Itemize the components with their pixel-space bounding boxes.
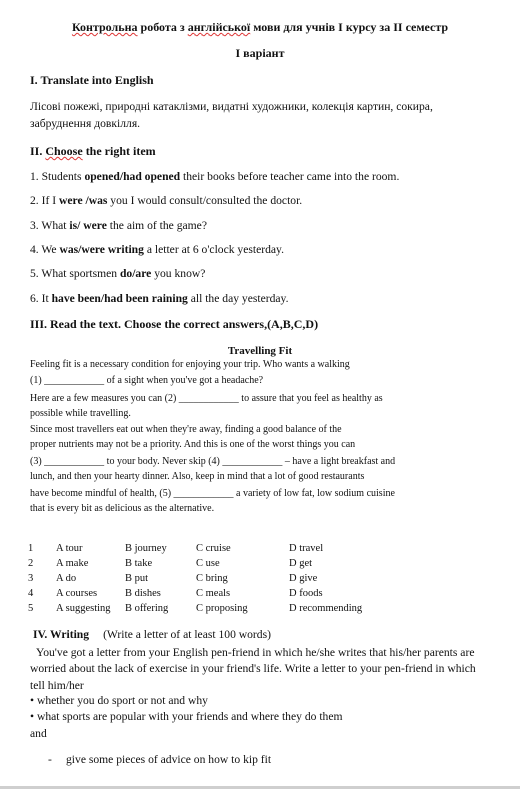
option-d: D foods (289, 588, 323, 599)
item-choice: is/ were (69, 219, 107, 232)
item-post: you know? (151, 267, 206, 280)
reading-line-8: lunch, and then your hearty dinner. Also, keep in mind that a lot of good restaurants (30, 471, 365, 482)
item-choice: was/were writing (59, 243, 144, 256)
option-num: 1 (28, 543, 34, 554)
s4-dash: - (48, 753, 52, 766)
title-word-2: англійської (187, 20, 251, 34)
s4-bullet-2: • what sports are popular with your friends and where they do them (30, 710, 343, 723)
option-a: A do (56, 573, 77, 584)
s2-item-5 (30, 267, 205, 281)
item-post: their books before teacher came into the room. (180, 170, 400, 183)
s2-heading-a: II. (30, 144, 46, 158)
s1-text-line-1: Лісові пожежі, природні катаклізми, видатні художники, колекція картин, сокира, (30, 100, 433, 113)
title-rest: мови для учнів І курсу за ІІ семестр (250, 20, 449, 34)
item-pre: 3. What (30, 219, 70, 232)
item-choice: do/are (119, 267, 152, 280)
section-1-heading: I. Translate into English (30, 73, 154, 87)
option-c: C meals (196, 588, 231, 599)
item-post: you I would consult/consulted the doctor. (107, 194, 303, 207)
option-row (28, 541, 362, 556)
item-choice: opened/had opened (84, 170, 181, 183)
option-b: B journey (125, 543, 167, 554)
reading-line-1: Feeling fit is a necessary condition for enjoying your trip. Who wants a walking (30, 359, 350, 370)
section-2-heading (30, 144, 156, 158)
section-4-heading (33, 628, 271, 642)
option-d: D get (289, 558, 313, 569)
option-num: 5 (28, 603, 34, 614)
option-a: A courses (56, 588, 98, 599)
s4-and: and (30, 727, 47, 740)
s2-item-3 (30, 219, 207, 233)
option-b: B offering (125, 603, 169, 614)
s4-para-line-3: tell him/her (30, 679, 84, 692)
reading-line-5: Since most travellers eat out when they're away, finding a good balance of the (30, 424, 342, 435)
reading-line-9: have become mindful of health, (5) ____________ a variety of low fat, low sodium cuisine (30, 488, 395, 499)
variant-label: І варіант (235, 46, 285, 60)
title-part: робота з (137, 20, 188, 34)
option-a: A suggesting (56, 603, 111, 614)
s4-heading-note: (Write a letter of at least 100 words) (103, 628, 271, 641)
s2-item-4 (30, 243, 284, 257)
s2-heading-c: the right item (82, 144, 156, 158)
item-pre: 2. If I (30, 194, 59, 207)
reading-title: Travelling Fit (227, 345, 293, 357)
option-num: 4 (28, 588, 34, 599)
reading-line-3: Here are a few measures you can (2) ____________ to assure that you feel as healthy as (30, 393, 383, 404)
option-d: D give (289, 573, 318, 584)
item-pre: 5. What sportsmen (30, 267, 120, 280)
item-pre: 4. We (30, 243, 60, 256)
answer-options-table (28, 541, 362, 616)
s2-item-2 (30, 194, 302, 208)
option-row (28, 586, 362, 601)
section-3-heading: III. Read the text. Choose the correct answers,(A,B,C,D) (30, 317, 319, 331)
s2-item-1 (30, 170, 399, 184)
item-choice: were /was (58, 194, 108, 207)
s4-para-line-2: worried about the lack of exercise in your friend's life. Write a letter to your pen-friend in which (30, 662, 476, 675)
s4-para-line-1: You've got a letter from your English pen-friend in which he/she writes that his/her parents are (36, 646, 475, 659)
item-pre: 1. Students (30, 170, 85, 183)
option-row (28, 601, 362, 616)
item-choice: have been/had been raining (51, 292, 188, 305)
reading-line-7: (3) ____________ to your body. Never skip (4) ____________ – have a light breakfast and (30, 456, 396, 467)
s4-bullet-1: • whether you do sport or not and why (30, 694, 208, 707)
option-d: D travel (289, 543, 324, 554)
option-c: C proposing (196, 603, 248, 614)
s4-dash-item: give some pieces of advice on how to kip fit (66, 753, 272, 766)
option-b: B dishes (125, 588, 161, 599)
item-pre: 6. It (30, 292, 52, 305)
reading-line-4: possible while travelling. (30, 408, 131, 419)
option-a: A make (56, 558, 89, 569)
option-b: B take (125, 558, 153, 569)
option-row (28, 556, 362, 571)
item-post: all the day yesterday. (187, 292, 289, 305)
worksheet-title (0, 20, 520, 34)
reading-line-6: proper nutrients may not be a priority. And this is one of the worst things you can (30, 439, 356, 450)
option-c: C use (196, 558, 220, 569)
option-b: B put (125, 573, 149, 584)
s1-text-line-2: забруднення довкілля. (30, 117, 141, 130)
option-d: D recommending (289, 603, 363, 614)
option-c: C bring (196, 573, 228, 584)
option-c: C cruise (196, 543, 231, 554)
s2-heading-b: Choose (45, 144, 83, 158)
s2-item-6 (30, 292, 288, 306)
reading-line-10: that is every bit as delicious as the alternative. (30, 503, 215, 514)
reading-line-2: (1) ____________ of a sight when you've got a headache? (30, 375, 264, 386)
option-num: 2 (28, 558, 34, 569)
option-a: A tour (56, 543, 83, 554)
item-post: a letter at 6 o'clock yesterday. (143, 243, 284, 256)
option-row (28, 571, 362, 586)
title-word-1: Контрольна (71, 20, 138, 34)
option-num: 3 (28, 573, 34, 584)
s4-heading-label: IV. Writing (33, 628, 90, 641)
item-post: the aim of the game? (106, 219, 207, 232)
